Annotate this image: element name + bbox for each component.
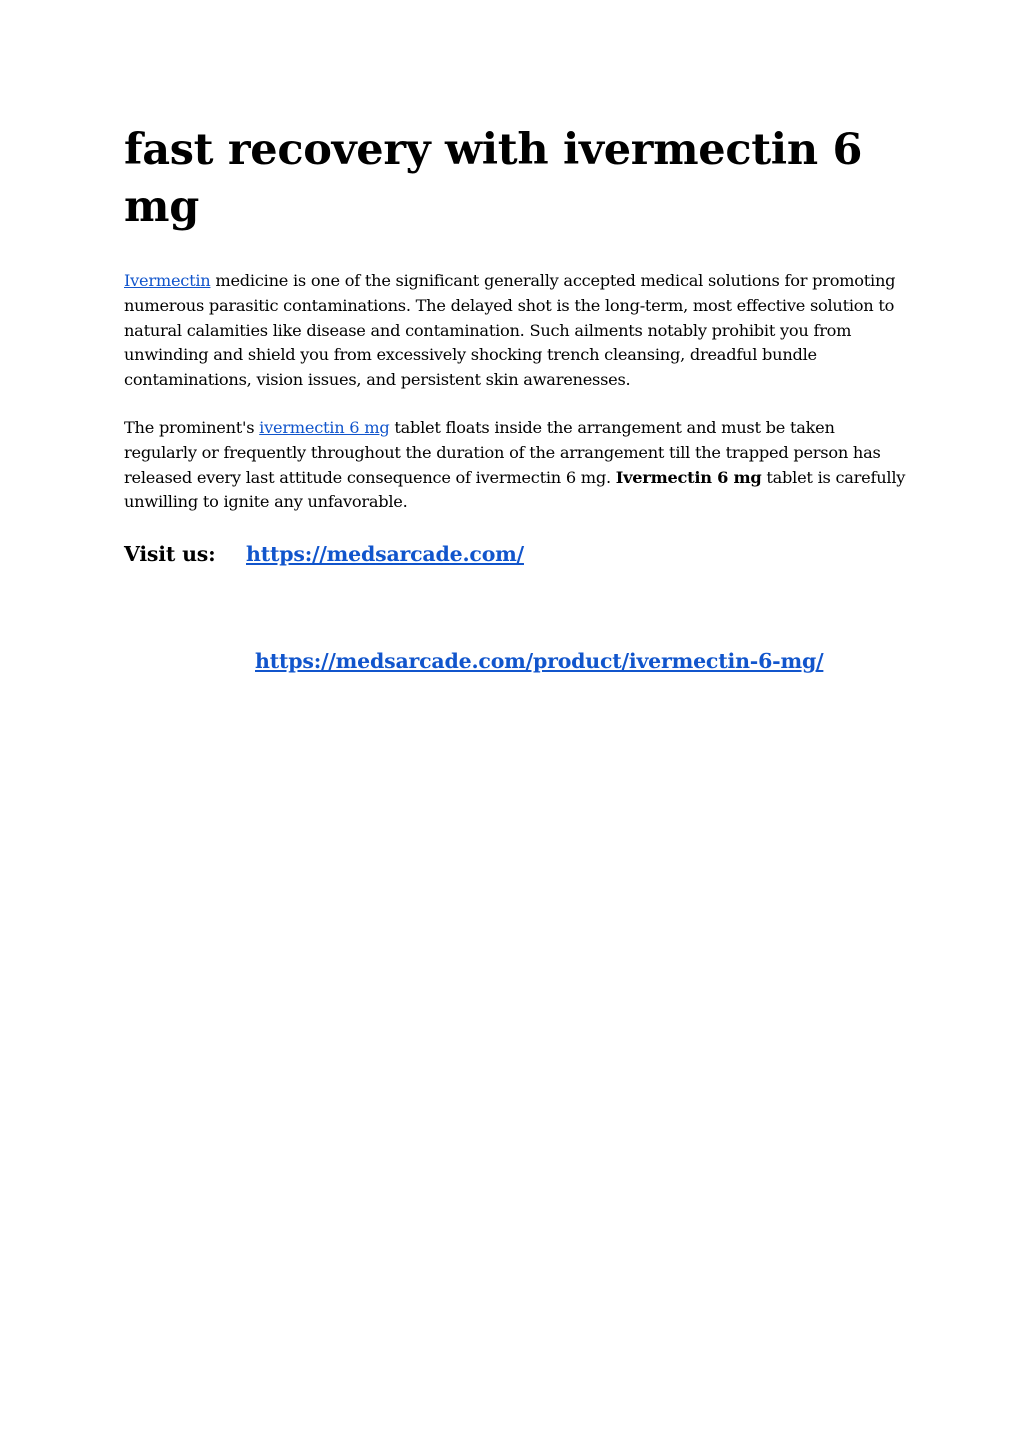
paragraph-details-lead: The prominent's [124, 418, 260, 437]
paragraph-details-end: tablet is carefully unwilling to ignite any unfavorable. [124, 467, 906, 512]
homepage-link[interactable]: https://medsarcade.com/ [246, 542, 524, 566]
paragraph-intro-text: medicine is one of the significant generally accepted medical solutions for promoting numerous parasitic contaminations. The delayed shot is the long-term, most effective solution to natural calamities like disease and contamination. Such ailments notably prohibit you from unwinding and shield you from excessively shocking trench cleansing, dreadful bundle contaminations, vision issues, and persistent skin awarenesses. [124, 271, 896, 390]
document-title: fast recovery with ivermectin 6 mg [124, 125, 863, 232]
ivermectin-6mg-link[interactable]: ivermectin 6 mg [259, 418, 390, 437]
ivermectin-link[interactable]: Ivermectin [124, 271, 211, 290]
paragraph-details [124, 416, 908, 515]
visit-label: Visit us: [124, 542, 216, 566]
paragraph-intro [124, 269, 908, 393]
paragraph-details-body: tablet floats inside the arrangement and must be taken regularly or frequently throughout the duration of the arrangement till the trapped person has released every last attitude consequence of ivermectin 6 mg. [124, 418, 881, 487]
paragraph-details-bold: Ivermectin 6 mg [615, 467, 762, 487]
product-page-link[interactable]: https://medsarcade.com/product/ivermectin-6-mg/ [255, 649, 824, 673]
